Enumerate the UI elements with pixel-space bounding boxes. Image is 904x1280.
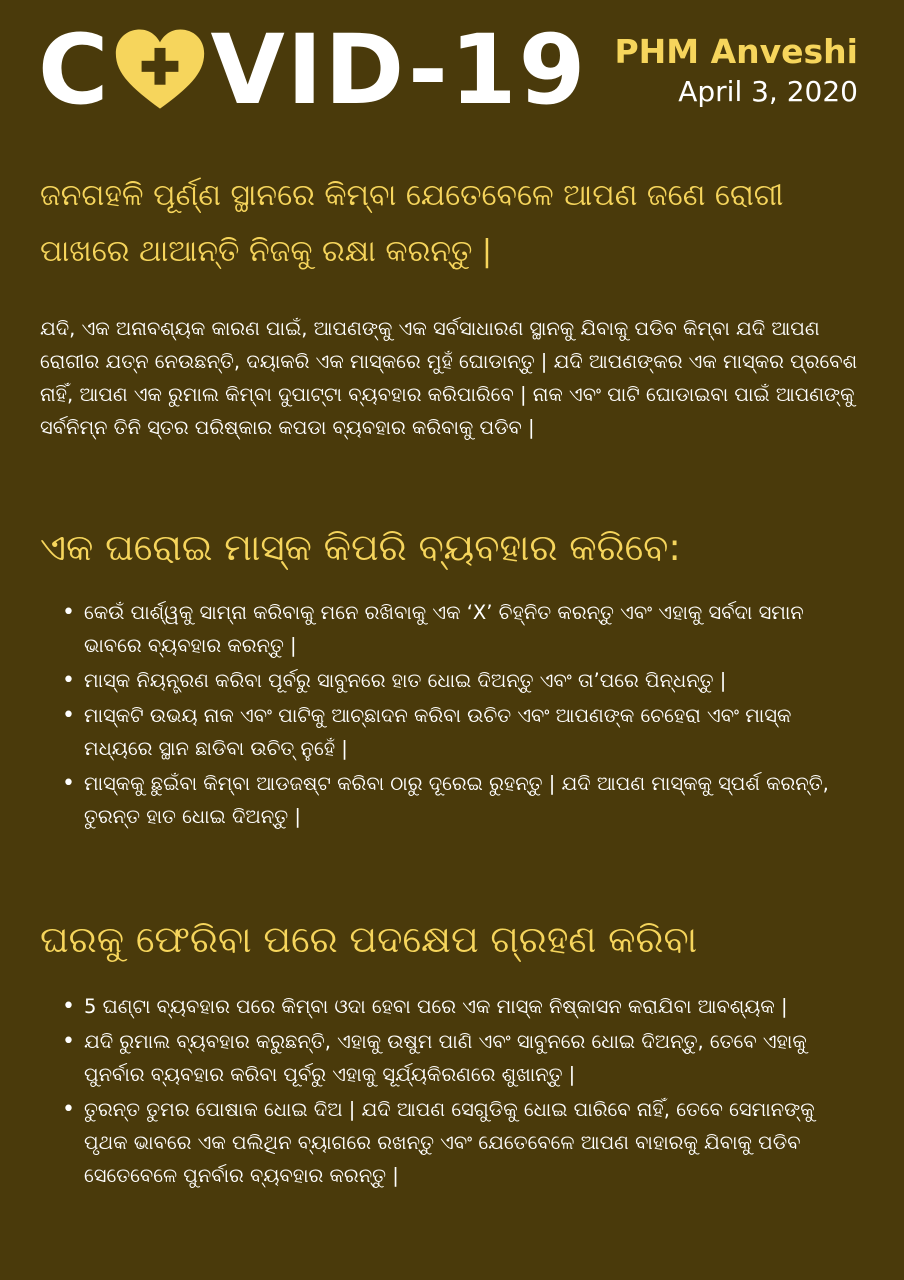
list-item: • ତୁରନ୍ତ ତୁମର ପୋଷାକ ଧୋଇ ଦିଅ | ଯଦି ଆପଣ ସେଗୁଡିକୁ ଧୋଇ ପାରିବେ ନାହିଁ, ତେବେ ସେମାନଙ୍କୁ ପୃଥକ ଭାବରେ ଏକ ପଲିଥିନ ବ୍ୟାଗରେ ରଖନ୍ତୁ ଏବଂ ଯେତେବେଳେ ଆପଣ ବାହାରକୁ ଯିବାକୁ ପଡିବ ସେତେବେଳେ ପୁନର୍ବାର ବ୍ୟବହାର କରନ୍ତୁ | — [58, 1093, 858, 1192]
list-item: • ମାସ୍କଟି ଉଭୟ ନାକ ଏବଂ ପାଟିକୁ ଆଚ୍ଛାଦନ କରିବା ଉଚିତ ଏବଂ ଆପଣଙ୍କ ଚେହେରା ଏବଂ ମାସ୍କ ମଧ୍ୟରେ ସ୍ଥାନ ଛାଡିବା ଉଚିତ୍ ନୁହେଁ | — [58, 699, 858, 765]
title-text-rest: VID-19 — [210, 14, 588, 126]
header — [0, 0, 904, 150]
after-return-list — [58, 990, 858, 1194]
list-item: • 5 ଘଣ୍ଟା ବ୍ୟବହାର ପରେ କିମ୍ବା ଓଦା ହେବା ପରେ ଏକ ମାସ୍କ ନିଷ୍କାସନ କରାଯିବା ଆବଶ୍ୟକ | — [58, 990, 858, 1023]
list-item: • ଯଦି ରୁମାଲ ବ୍ୟବହାର କରୁଛନ୍ତି, ଏହାକୁ ଉଷୁମ ପାଣି ଏବଂ ସାବୁନରେ ଧୋଇ ଦିଅନ୍ତୁ, ତେବେ ଏହାକୁ ପୁନର୍ବାର ବ୍ୟବହାର କରିବା ପୂର୍ବରୁ ଏହାକୁ ସୂର୍ଯ୍ୟକିରଣରେ ଶୁଖାନ୍ତୁ | — [58, 1025, 858, 1091]
intro-paragraph: ଯଦି, ଏକ ଅନାବଶ୍ୟକ କାରଣ ପାଇଁ, ଆପଣଙ୍କୁ ଏକ ସର୍ବସାଧାରଣ ସ୍ଥାନକୁ ଯିବାକୁ ପଡିବ କିମ୍ବା ଯଦି ଆପଣ ରୋଗୀର ଯତ୍ନ ନେଉଛନ୍ତି, ଦୟାକରି ଏକ ମାସ୍କରେ ମୁହଁ ଘୋଡାନ୍ତୁ | ଯଦି ଆପଣଙ୍କର ଏକ ମାସ୍କର ପ୍ରବେଶ ନାହିଁ, ଆପଣ ଏକ ରୁମାଲ କିମ୍ବା ଦୁପାଟ୍ଟା ବ୍ୟବହାର କରିପାରିବେ | ନାକ ଏବଂ ପାଟି ଘୋଡାଇବା ପାଇଁ ଆପଣଙ୍କୁ ସର୍ବନିମ୍ନ ତିନି ସ୍ତର ପରିଷ୍କାର କପଡା ବ୍ୟବହାର କରିବାକୁ ପଡିବ | — [40, 317, 858, 439]
list-item: • କେଉଁ ପାର୍ଶ୍ୱକୁ ସାମ୍ନା କରିବାକୁ ମନେ ରଖିବାକୁ ଏକ ‘X’ ଚିହ୍ନିତ କରନ୍ତୁ ଏବଂ ଏହାକୁ ସର୍ବଦା ସମାନ ଭାବରେ ବ୍ୟବହାର କରନ୍ତୁ | — [58, 596, 858, 662]
heart-cross-icon — [114, 26, 206, 114]
heading-protect-yourself: ଜନଗହଳି ପୂର୍ଣ୍ଣ ସ୍ଥାନରେ କିମ୍ବା ଯେତେବେଳେ ଆପଣ ଜଣେ ରୋଗୀ ପାଖରେ ଥାଆନ୍ତି ନିଜକୁ ରକ୍ଷା କରନ୍ତୁ | — [40, 178, 784, 269]
covid-19-title — [38, 14, 588, 126]
list-item: • ମାସ୍କ ନିୟନ୍ତ୍ରଣ କରିବା ପୂର୍ବରୁ ସାବୁନରେ ହାତ ଧୋଇ ଦିଅନ୍ତୁ ଏବଂ ତା’ପରେ ପିନ୍ଧନ୍ତୁ | — [58, 664, 858, 697]
org-block — [614, 34, 858, 111]
publish-date: April 3, 2020 — [678, 75, 858, 109]
org-name: PHM Anveshi — [614, 32, 858, 71]
heading-after-return-home: ଘରକୁ ଫେରିବା ପରେ ପଦକ୍ଷେପ ଗ୍ରହଣ କରିବା — [40, 918, 698, 961]
mask-usage-list — [58, 596, 858, 835]
heading-how-to-use-mask: ଏକ ଘରୋଇ ମାସ୍କ କିପରି ବ୍ୟବହାର କରିବେ: — [40, 526, 681, 569]
title-letter-c: C — [38, 14, 111, 126]
list-item: • ମାସ୍କକୁ ଛୁଇଁବା କିମ୍ବା ଆଡଜଷ୍ଟ କରିବା ଠାରୁ ଦୂରେଇ ରୁହନ୍ତୁ | ଯଦି ଆପଣ ମାସ୍କକୁ ସ୍ପର୍ଶ କରନ୍ତି, ତୁରନ୍ତ ହାତ ଧୋଇ ଦିଅନ୍ତୁ | — [58, 767, 858, 833]
